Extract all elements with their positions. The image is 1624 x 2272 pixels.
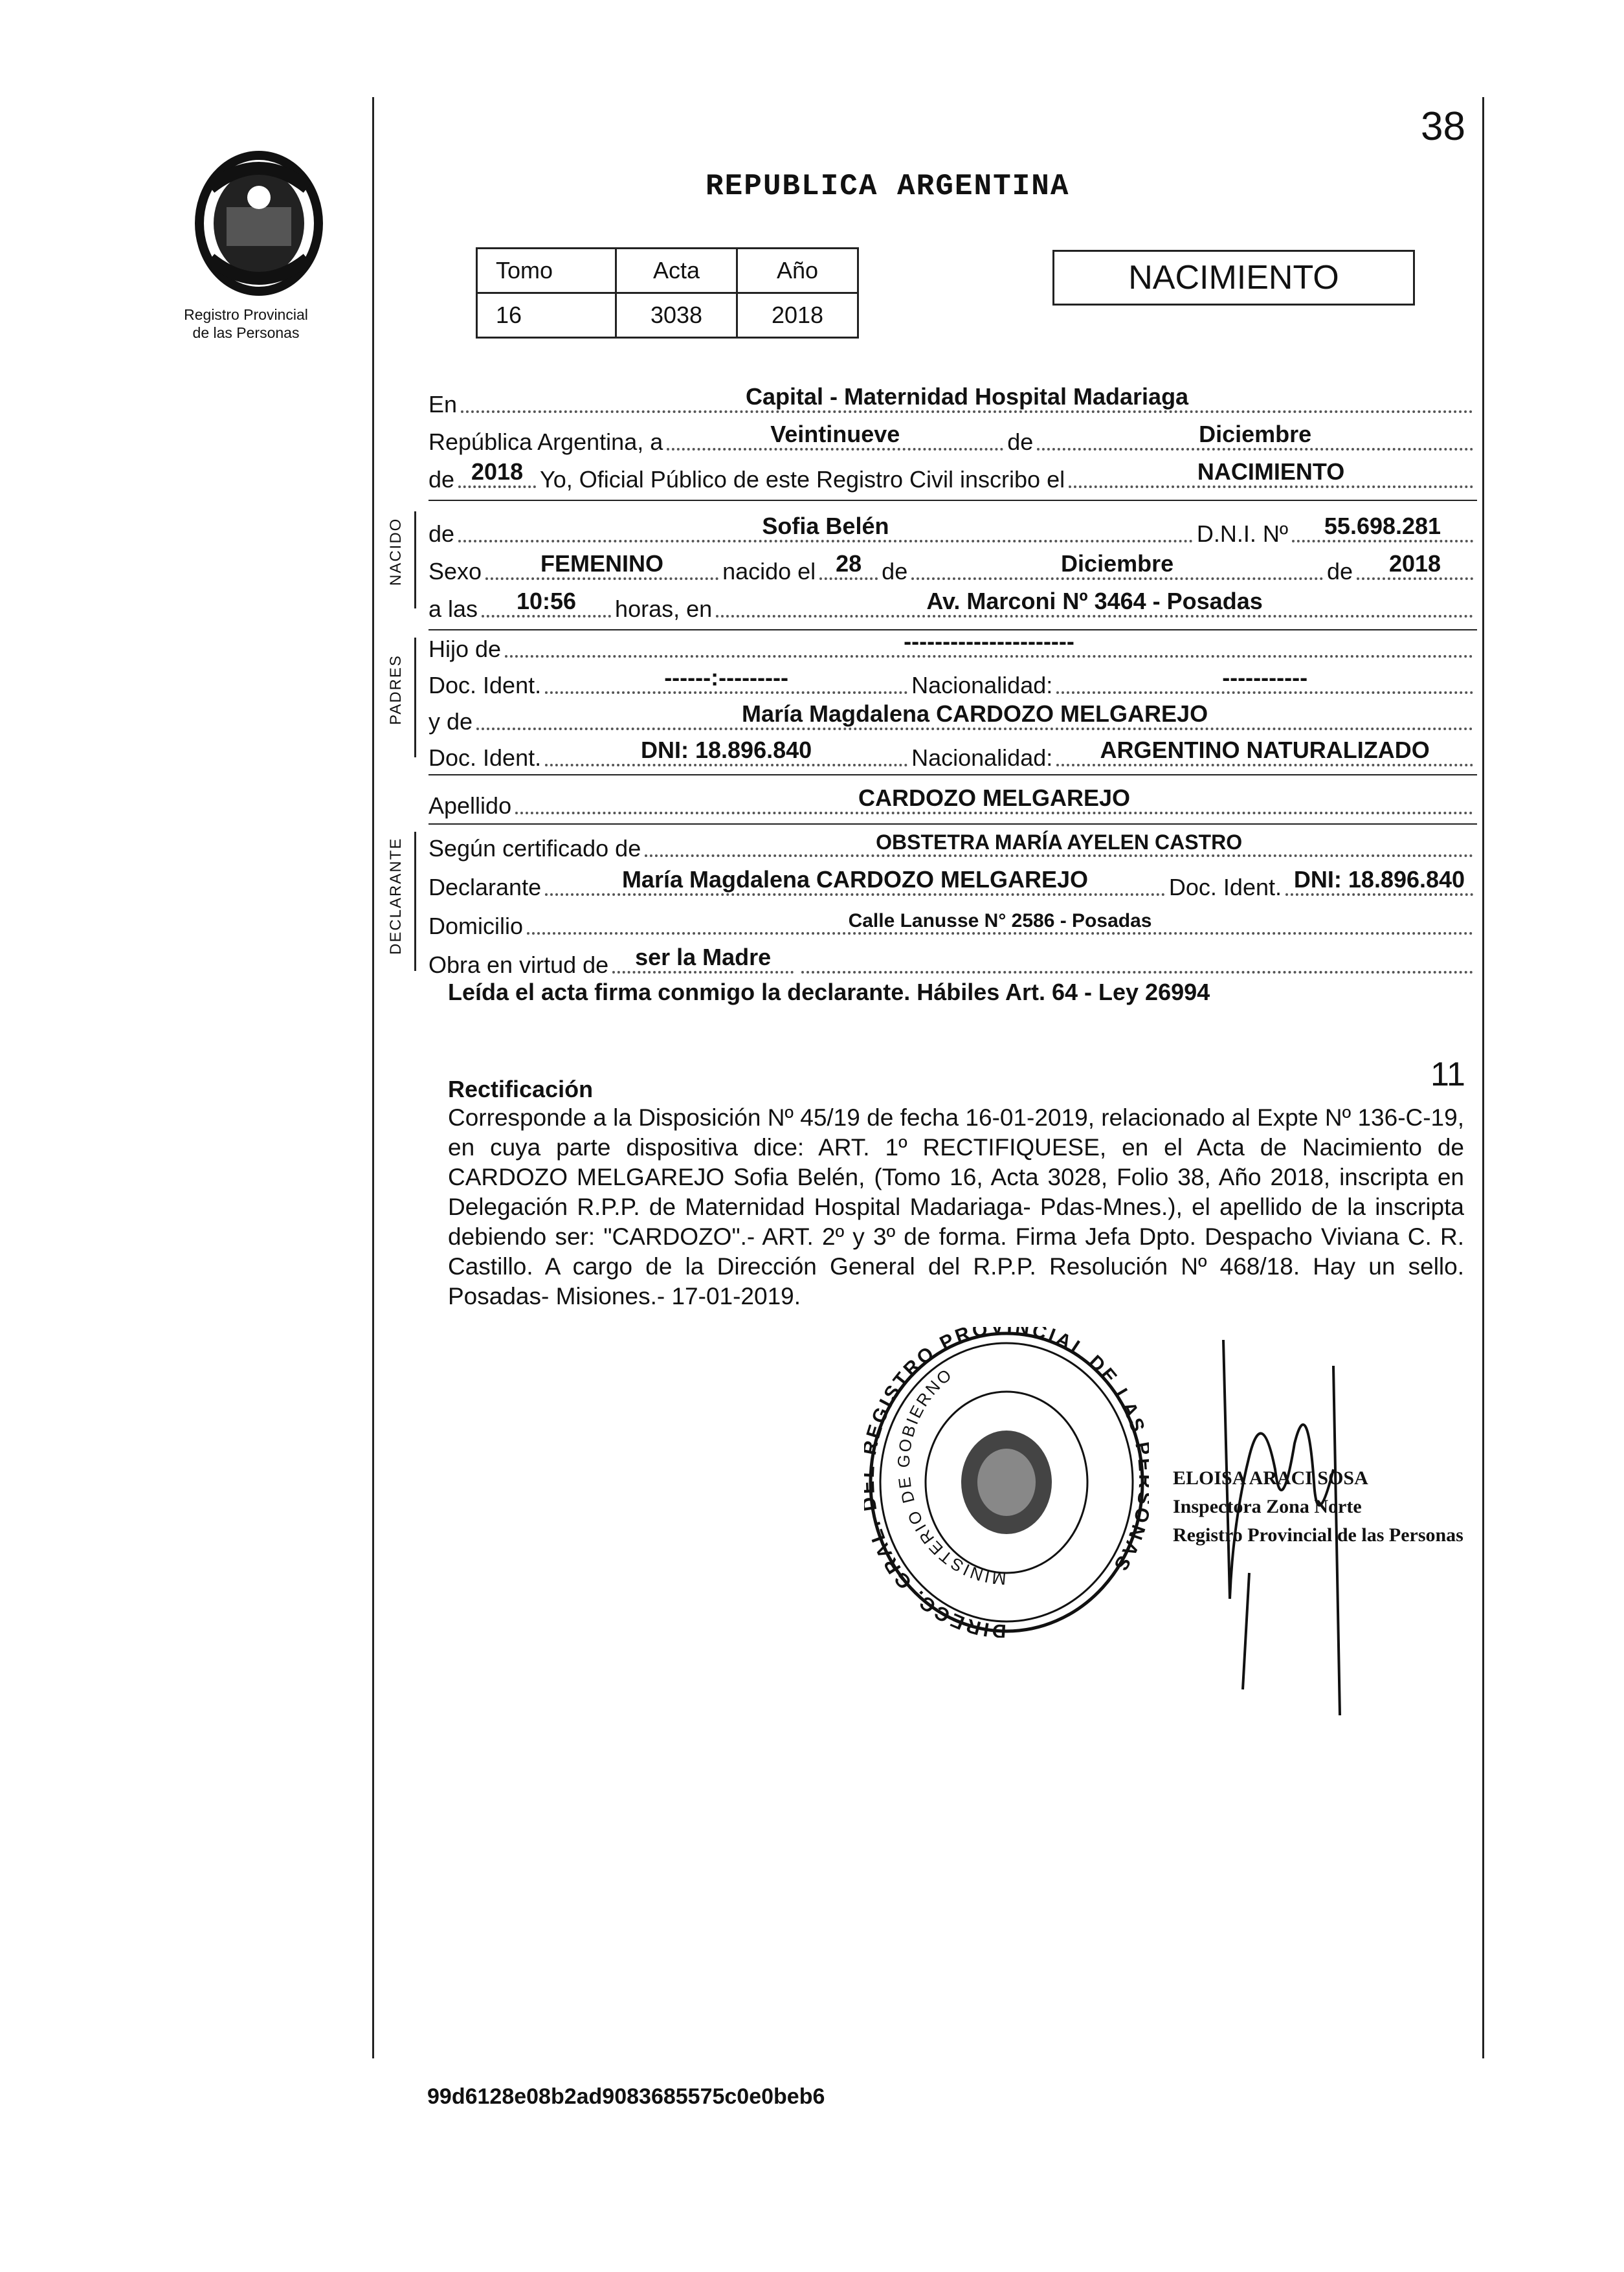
madre-nac-label: Nacionalidad: — [911, 744, 1053, 771]
row-apellido — [428, 782, 1477, 819]
mes-nac-value: Diciembre — [1061, 550, 1174, 577]
rectificacion-number: 11 — [1430, 1056, 1465, 1093]
rectificacion-body: Corresponde a la Disposición Nº 45/19 de fecha 16-01-2019, relacionado al Expte Nº 136-C-19, en cuya parte dispositiva dice: ART. 1º RECTIFIQUESE, en el Acta de Nacimiento de CARDOZO MELGAREJO Sofia Belén, (Tomo 16, Acta 3028, Folio 38, Año 2018, inscripta en Delegación R.P.P. de Maternidad Hospital Madariaga- Pdas-Mnes.), el apellido de la inscripta debiendo ser: "CARDOZO".- ART. 2º y 3º de forma. Firma Jefa Dpto. Despacho Viviana C. R. Castillo. A cargo de la Dirección General del R.P.P. Resolución Nº 468/18. Hay un sello. Posadas- Misiones.- 17-01-2019. — [448, 1104, 1464, 1309]
nacido-bracket — [414, 511, 416, 608]
de-label-2: de — [882, 558, 908, 585]
declarante-bracket — [414, 832, 416, 971]
row-madre-doc — [428, 734, 1477, 772]
dni-label: D.N.I. Nº — [1196, 520, 1288, 547]
value-anio: 2018 — [737, 293, 858, 338]
hora-value: 10:56 — [517, 588, 577, 614]
obra-value: ser la Madre — [635, 944, 772, 970]
signer-name: ELOISA ARACI SOSA — [1173, 1467, 1368, 1489]
oficial-text: Yo, Oficial Público de este Registro Civil inscribo el — [540, 466, 1065, 493]
nacido-label: NACIDO — [387, 517, 405, 586]
logo-caption-line1: Registro Provincial — [184, 306, 308, 323]
dia-nac-value: 28 — [836, 550, 862, 577]
signature-block — [1173, 1464, 1463, 1550]
domicilio-value: Calle Lanusse N° 2586 - Posadas — [848, 910, 1152, 931]
padre-nac-label: Nacionalidad: — [911, 672, 1053, 698]
document-hash: 99d6128e08b2ad9083685575c0e0beb6 — [427, 2084, 825, 2109]
anio-value: 2018 — [471, 458, 524, 485]
divider — [428, 500, 1477, 501]
padre-value: ---------------------- — [904, 628, 1074, 654]
row-declarante — [428, 863, 1477, 901]
padres-label: PADRES — [387, 654, 405, 725]
anio-nac-value: 2018 — [1388, 550, 1441, 577]
mes-value: Diciembre — [1199, 421, 1312, 447]
sexo-value: FEMENINO — [540, 550, 664, 577]
declarante-field-label: Declarante — [428, 874, 542, 900]
madre-doc-label: Doc. Ident. — [428, 744, 542, 771]
row-hora — [428, 585, 1477, 623]
horas-en-label: horas, en — [615, 596, 713, 622]
row-sexo — [428, 548, 1477, 585]
padres-bracket — [414, 638, 416, 757]
row-nombre — [428, 510, 1477, 548]
nombre-value: Sofia Belén — [762, 513, 889, 539]
nacido-el-label: nacido el — [722, 558, 816, 585]
madre-value: María Magdalena CARDOZO MELGAREJO — [741, 700, 1208, 727]
row-obra — [428, 941, 1477, 979]
yde-label: y de — [428, 708, 473, 735]
en-label: En — [428, 391, 458, 418]
value-acta: 3038 — [616, 293, 737, 338]
declarante-doc-label: Doc. Ident. — [1168, 874, 1282, 900]
row-republica — [428, 418, 1477, 456]
row-en — [428, 381, 1477, 418]
legal-note: Leída el acta firma conmigo la declarante. Hábiles Art. 64 - Ley 26994 — [448, 979, 1210, 1005]
divider — [428, 774, 1477, 775]
row-padre-doc — [428, 662, 1477, 699]
padre-doc-value: ------:--------- — [664, 664, 788, 691]
hora-label: a las — [428, 596, 478, 622]
nacido-de-label: de — [428, 520, 455, 547]
madre-doc-value: DNI: 18.896.840 — [641, 737, 812, 763]
lugar-value: Av. Marconi Nº 3464 - Posadas — [926, 588, 1263, 614]
seal-outer-text: DIRECC. GRAL. EGISTRO PROVINCIAL DE LAS NAS — [864, 1327, 1149, 1638]
certificado-label: Según certificado de — [428, 835, 641, 862]
header-tomo: Tomo — [477, 249, 616, 293]
registry-table — [476, 247, 859, 339]
header-anio: Año — [737, 249, 858, 293]
page-number: 38 — [1421, 104, 1465, 149]
signer-office: Registro Provincial de las Personas — [1173, 1524, 1463, 1546]
dia-value: Veintinueve — [770, 421, 900, 447]
republica-label: República Argentina, a — [428, 429, 663, 455]
left-margin-line — [372, 97, 374, 2058]
logo-caption-line2: de las Personas — [192, 324, 300, 341]
madre-nac-value: ARGENTINO NATURALIZADO — [1100, 737, 1430, 763]
seal-inner-text: MINISTERIO DE GOBIERNO — [893, 1364, 1007, 1589]
provincia-misiones-logo — [191, 149, 327, 298]
right-margin-line — [1482, 97, 1484, 2058]
official-seal-stamp — [864, 1327, 1149, 1638]
row-oficial — [428, 456, 1477, 493]
row-certificado — [428, 825, 1477, 862]
declarante-value: María Magdalena CARDOZO MELGAREJO — [621, 866, 1089, 893]
row-hijo — [428, 625, 1477, 663]
declarante-label: DECLARANTE — [387, 837, 405, 955]
record-type-box: NACIMIENTO — [1052, 250, 1415, 306]
padre-nac-value: ----------- — [1222, 664, 1308, 691]
registry-table-header — [477, 249, 858, 293]
value-tomo: 16 — [477, 293, 616, 338]
en-value: Capital - Maternidad Hospital Madariaga — [745, 383, 1189, 410]
domicilio-label: Domicilio — [428, 913, 524, 939]
hijo-label: Hijo de — [428, 636, 502, 662]
document-title: REPUBLICA ARGENTINA — [706, 170, 1070, 203]
registry-table-values — [477, 293, 858, 338]
obra-label: Obra en virtud de — [428, 952, 609, 978]
de-label-3: de — [1326, 558, 1353, 585]
declarante-doc-value: DNI: 18.896.840 — [1293, 866, 1465, 893]
signer-title: Inspectora Zona Norte — [1173, 1496, 1362, 1517]
sexo-label: Sexo — [428, 558, 482, 585]
de2-label: de — [428, 466, 455, 493]
apellido-label: Apellido — [428, 792, 512, 819]
dni-value: 55.698.281 — [1324, 513, 1441, 539]
de-label: de — [1007, 429, 1034, 455]
header-acta: Acta — [616, 249, 737, 293]
logo-caption — [155, 306, 337, 342]
row-domicilio — [428, 902, 1477, 940]
rectificacion-title: Rectificación — [448, 1076, 594, 1102]
apellido-value: CARDOZO MELGAREJO — [858, 785, 1131, 811]
row-madre — [428, 698, 1477, 735]
tipo-value: NACIMIENTO — [1197, 458, 1345, 485]
padre-doc-label: Doc. Ident. — [428, 672, 542, 698]
certificado-value: OBSTETRA MARÍA AYELEN CASTRO — [876, 830, 1243, 854]
